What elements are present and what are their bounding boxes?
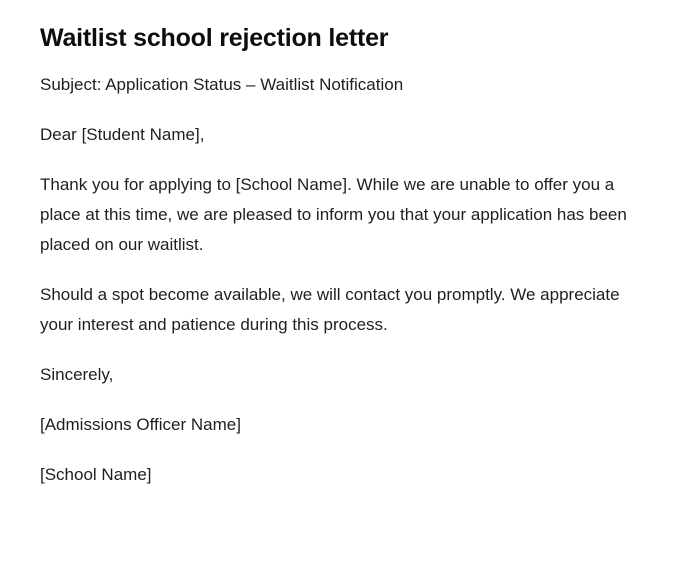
- letter-salutation: Dear [Student Name],: [40, 125, 205, 144]
- letter-signer-organization: [School Name]: [40, 465, 152, 484]
- letter-closing: Sincerely,: [40, 365, 114, 384]
- letter-body-paragraph-1: Thank you for applying to [School Name]. While we are unable to offer you a place at this time, we are pleased to inform you that your application has been placed on our waitlist.: [40, 175, 627, 254]
- page-title: Waitlist school rejection letter: [40, 24, 389, 52]
- letter-body-paragraph-2: Should a spot become available, we will contact you promptly. We appreciate your interest and patience during this process.: [40, 285, 620, 334]
- letter-subject-line: Subject: Application Status – Waitlist Notification: [40, 75, 404, 94]
- letter-signer-name: [Admissions Officer Name]: [40, 415, 241, 434]
